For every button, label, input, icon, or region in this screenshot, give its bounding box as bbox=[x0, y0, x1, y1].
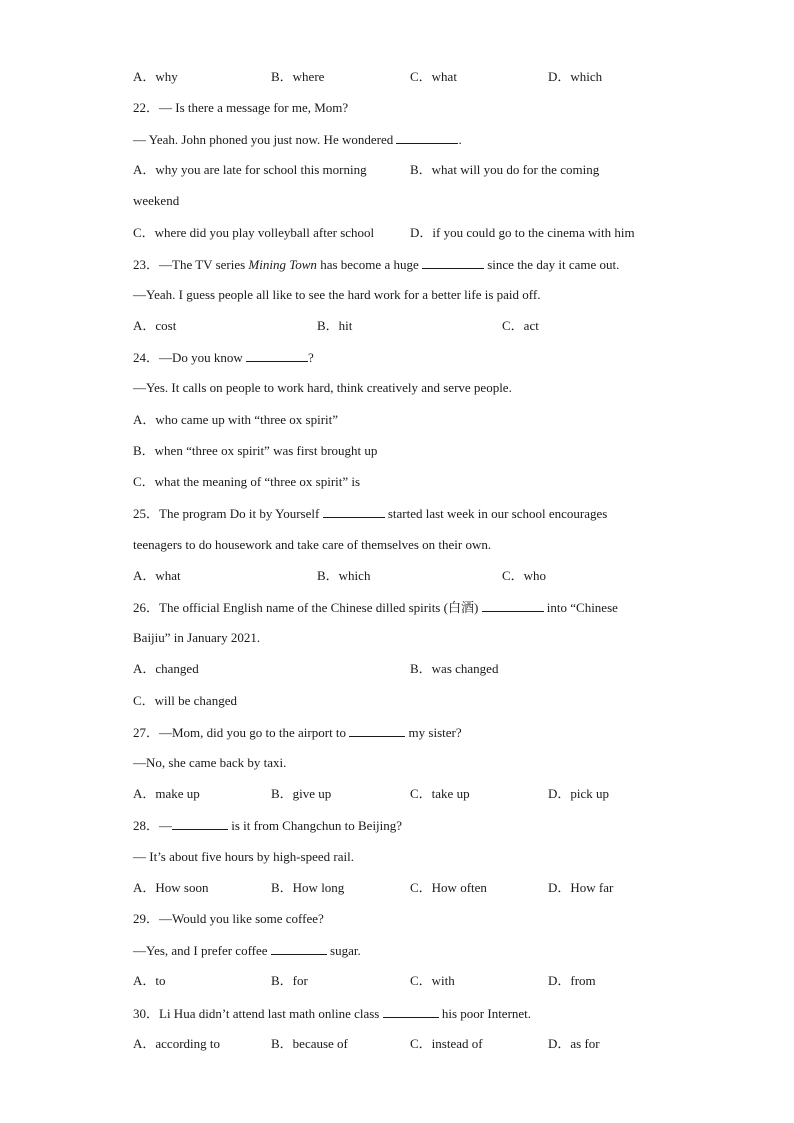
q28-option-b[interactable]: B．How long bbox=[271, 880, 345, 895]
q30-option-b[interactable]: B．because of bbox=[271, 1036, 348, 1051]
q29-reply bbox=[133, 942, 361, 959]
q21-option-a[interactable]: A．why bbox=[133, 69, 178, 84]
q22-option-c[interactable]: C．where did you play volleyball after school bbox=[133, 225, 375, 240]
q28-stem-start: 28．— bbox=[133, 818, 173, 833]
q23-stem bbox=[133, 256, 619, 273]
q23-stem-start: 23．—The TV series bbox=[133, 257, 249, 272]
q23-option-c[interactable]: C．act bbox=[502, 318, 539, 333]
q27-option-a[interactable]: A．make up bbox=[133, 786, 200, 801]
q24-stem-end: ? bbox=[308, 350, 314, 365]
q23-option-a[interactable]: A．cost bbox=[133, 318, 177, 333]
q22-reply-end: . bbox=[458, 132, 462, 147]
q22-option-a[interactable]: A．why you are late for school this morning bbox=[133, 162, 367, 177]
q27-option-d[interactable]: D．pick up bbox=[548, 786, 610, 801]
q25-option-a[interactable]: A．what bbox=[133, 568, 181, 583]
q21-option-d[interactable]: D．which bbox=[548, 69, 603, 84]
q23-option-b[interactable]: B．hit bbox=[317, 318, 353, 333]
q22-answer-blank bbox=[396, 131, 458, 144]
q27-reply: —No, she came back by taxi. bbox=[133, 755, 287, 770]
q25-stem-cont: teenagers to do housework and take care of themselves on their own. bbox=[133, 537, 492, 552]
q24-option-c[interactable]: C．what the meaning of “three ox spirit” is bbox=[133, 474, 361, 489]
q23-stem-middle: has become a huge bbox=[316, 257, 422, 272]
q30-option-d[interactable]: D．as for bbox=[548, 1036, 600, 1051]
q29-option-d[interactable]: D．from bbox=[548, 973, 596, 988]
q29-reply-end: sugar. bbox=[326, 943, 361, 958]
q27-option-b[interactable]: B．give up bbox=[271, 786, 332, 801]
q22-option-d[interactable]: D．if you could go to the cinema with him bbox=[410, 225, 635, 240]
q25-stem-end: started last week in our school encourages bbox=[384, 506, 608, 521]
q23-reply: —Yeah. I guess people all like to see the hard work for a better life is paid off. bbox=[133, 287, 541, 302]
q30-option-c[interactable]: C．instead of bbox=[410, 1036, 483, 1051]
q30-stem bbox=[133, 1005, 531, 1022]
q26-stem-end: into “Chinese bbox=[543, 600, 618, 615]
q30-answer-blank bbox=[383, 1005, 439, 1018]
q24-stem-start: 24．—Do you know bbox=[133, 350, 247, 365]
q27-stem bbox=[133, 724, 462, 741]
q25-option-c[interactable]: C．who bbox=[502, 568, 547, 583]
q23-stem-end: since the day it came out. bbox=[483, 257, 620, 272]
q22-reply bbox=[133, 131, 462, 148]
q24-answer-blank bbox=[246, 349, 308, 362]
q21-option-c[interactable]: C．what bbox=[410, 69, 457, 84]
q28-option-c[interactable]: C．How often bbox=[410, 880, 487, 895]
q28-answer-blank bbox=[172, 817, 228, 830]
q30-stem-start: 30．Li Hua didn’t attend last math online class bbox=[133, 1006, 383, 1021]
q24-option-b[interactable]: B．when “three ox spirit” was first brought up bbox=[133, 443, 378, 458]
q22-option-b-cont: weekend bbox=[133, 193, 180, 208]
q29-answer-blank bbox=[271, 942, 327, 955]
q26-stem bbox=[133, 599, 618, 616]
q26-option-a[interactable]: A．changed bbox=[133, 661, 199, 676]
q22-reply-text: — Yeah. John phoned you just now. He wondered bbox=[133, 132, 397, 147]
q26-stem-start: 26．The official English name of the Chinese dilled spirits (白酒) bbox=[133, 600, 482, 615]
q25-stem bbox=[133, 505, 607, 522]
q25-option-b[interactable]: B．which bbox=[317, 568, 371, 583]
q26-answer-blank bbox=[482, 599, 544, 612]
q28-stem bbox=[133, 817, 402, 834]
q28-option-d[interactable]: D．How far bbox=[548, 880, 614, 895]
q22-option-b[interactable]: B．what will you do for the coming bbox=[410, 162, 600, 177]
q29-option-a[interactable]: A．to bbox=[133, 973, 166, 988]
q26-stem-cont: Baijiu” in January 2021. bbox=[133, 630, 261, 645]
q25-answer-blank bbox=[323, 505, 385, 518]
q28-option-a[interactable]: A．How soon bbox=[133, 880, 209, 895]
q23-series-title: Mining Town bbox=[248, 257, 317, 272]
q25-stem-start: 25．The program Do it by Yourself bbox=[133, 506, 323, 521]
q27-stem-end: my sister? bbox=[405, 725, 462, 740]
q24-stem bbox=[133, 349, 314, 366]
q22-stem: 22．— Is there a message for me, Mom? bbox=[133, 100, 349, 115]
q21-option-b[interactable]: B．where bbox=[271, 69, 325, 84]
q28-reply: — It’s about five hours by high-speed rail. bbox=[133, 849, 354, 864]
q27-option-c[interactable]: C．take up bbox=[410, 786, 470, 801]
q26-option-c[interactable]: C．will be changed bbox=[133, 693, 237, 708]
q26-option-b[interactable]: B．was changed bbox=[410, 661, 499, 676]
q23-answer-blank bbox=[422, 256, 484, 269]
q29-option-b[interactable]: B．for bbox=[271, 973, 308, 988]
q24-reply: —Yes. It calls on people to work hard, think creatively and serve people. bbox=[133, 380, 512, 395]
q24-option-a[interactable]: A．who came up with “three ox spirit” bbox=[133, 412, 339, 427]
q29-stem: 29．—Would you like some coffee? bbox=[133, 911, 324, 926]
q30-stem-end: his poor Internet. bbox=[438, 1006, 532, 1021]
q29-reply-text: —Yes, and I prefer coffee bbox=[133, 943, 271, 958]
q29-option-c[interactable]: C．with bbox=[410, 973, 455, 988]
q30-option-a[interactable]: A．according to bbox=[133, 1036, 221, 1051]
q27-stem-start: 27．—Mom, did you go to the airport to bbox=[133, 725, 350, 740]
q28-stem-end: is it from Changchun to Beijing? bbox=[228, 818, 403, 833]
q27-answer-blank bbox=[349, 724, 405, 737]
